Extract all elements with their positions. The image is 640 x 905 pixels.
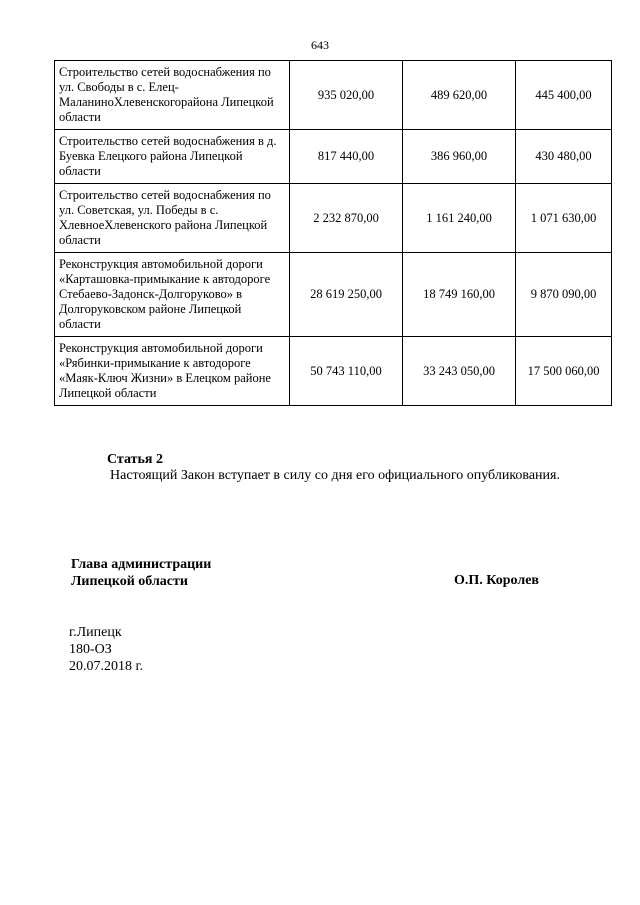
budget-table — [54, 60, 612, 406]
row-amount-2: 1 161 240,00 — [403, 184, 516, 253]
table-row — [55, 337, 612, 406]
row-amount-2: 18 749 160,00 — [403, 253, 516, 337]
row-total: 935 020,00 — [290, 61, 403, 130]
signatory-title — [71, 556, 211, 590]
row-amount-3: 9 870 090,00 — [516, 253, 612, 337]
row-description: Реконструкция автомобильной дороги «Рябинки-примыкание к автодороге «Маяк-Ключ Жизни» в Елецком районе Липецкой области — [55, 337, 290, 406]
row-amount-3: 1 071 630,00 — [516, 184, 612, 253]
row-amount-2: 386 960,00 — [403, 130, 516, 184]
table-row — [55, 130, 612, 184]
row-total: 817 440,00 — [290, 130, 403, 184]
city-label: г.Липецк — [69, 625, 122, 640]
table-row — [55, 253, 612, 337]
row-amount-3: 430 480,00 — [516, 130, 612, 184]
row-description: Строительство сетей водоснабжения по ул. Советская, ул. Победы в с. ХлевноеХлевенского района Липецкой области — [55, 184, 290, 253]
article-text: Настоящий Закон вступает в силу со дня его официального опубликования. — [110, 468, 560, 483]
law-number: 180-ОЗ — [69, 642, 112, 657]
page-number: 643 — [311, 38, 329, 52]
signatory-name: О.П. Королев — [454, 573, 539, 588]
table-row — [55, 61, 612, 130]
row-amount-2: 33 243 050,00 — [403, 337, 516, 406]
row-amount-2: 489 620,00 — [403, 61, 516, 130]
document-footer — [69, 624, 143, 675]
row-description: Строительство сетей водоснабжения по ул. Свободы в с. Елец-МаланиноХлевенскогорайона Липецкой области — [55, 61, 290, 130]
row-total: 50 743 110,00 — [290, 337, 403, 406]
row-description: Строительство сетей водоснабжения в д. Буевка Елецкого района Липецкой области — [55, 130, 290, 184]
row-description: Реконструкция автомобильной дороги «Карташовка-примыкание к автодороге Стебаево-Задонск-Долгоруково» в Долгоруковском районе Липецкой области — [55, 253, 290, 337]
signatory-title-line2: Липецкой области — [71, 574, 188, 589]
table-row — [55, 184, 612, 253]
row-total: 28 619 250,00 — [290, 253, 403, 337]
row-amount-3: 445 400,00 — [516, 61, 612, 130]
row-amount-3: 17 500 060,00 — [516, 337, 612, 406]
article-heading: Статья 2 — [107, 452, 163, 467]
signatory-title-line1: Глава администрации — [71, 557, 212, 572]
row-total: 2 232 870,00 — [290, 184, 403, 253]
law-date: 20.07.2018 г. — [69, 659, 144, 674]
